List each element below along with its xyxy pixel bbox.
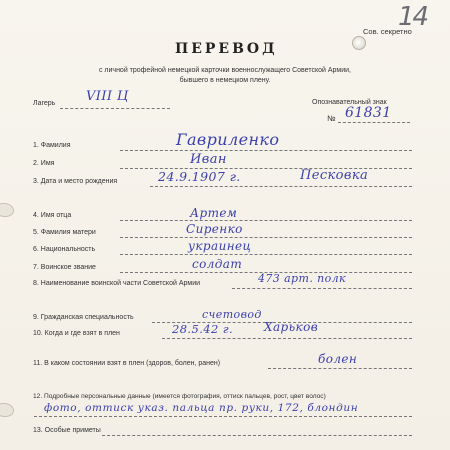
- field-nationality-line: [120, 254, 412, 255]
- field-birth-date-value: 24.9.1907 г.: [158, 169, 241, 184]
- field-birth-label: 3. Дата и место рождения: [33, 178, 118, 185]
- field-rank-value: солдат: [192, 257, 243, 271]
- subtitle-line-1: с личной трофейной немецкой карточки военнослужащего Советской Армии,: [98, 67, 352, 74]
- field-marks-label: 13. Особые приметы: [33, 427, 101, 434]
- field-personal-data-value: фото, оттиск указ. пальца пр. руки, 172, блондин: [44, 402, 359, 414]
- field-profession-label: 9. Гражданская специальность: [33, 314, 134, 321]
- field-name-value: Иван: [190, 152, 227, 167]
- id-number-prefix: №: [327, 114, 336, 123]
- field-father-label: 4. Имя отца: [33, 212, 72, 219]
- field-mother-label: 5. Фамилия матери: [33, 229, 96, 236]
- punch-hole-left-lower: [0, 403, 14, 417]
- field-unit-label: 8. Наименование воинской части Советской Армии: [33, 280, 201, 287]
- camp-label: Лагерь: [33, 100, 56, 107]
- field-father-line: [120, 220, 412, 221]
- field-father-value: Артем: [190, 206, 238, 220]
- field-birth-line: [150, 186, 412, 187]
- field-captured-label: 10. Когда и где взят в плен: [33, 330, 120, 337]
- field-name-label: 2. Имя: [33, 160, 55, 167]
- camp-line: [60, 108, 170, 109]
- field-condition-value: болен: [318, 352, 358, 366]
- field-captured-line: [162, 338, 412, 339]
- field-condition-label: 11. В каком состоянии взят в плен (здоров, болен, ранен): [33, 360, 221, 367]
- field-birth-place-value: Песковка: [300, 168, 369, 183]
- punch-hole-top: [352, 36, 366, 50]
- subtitle-line-2: бывшего в немецком плену.: [179, 77, 271, 84]
- field-surname-line: [120, 150, 412, 151]
- field-condition-line: [268, 368, 412, 369]
- field-personal-data-line: [34, 416, 412, 417]
- camp-value: VIII Ц: [86, 89, 129, 104]
- field-rank-label: 7. Воинское звание: [33, 264, 96, 271]
- id-sign-label: Опознавательный знак: [312, 99, 387, 106]
- id-number-value: 61831: [345, 105, 392, 121]
- field-mother-line: [120, 237, 412, 238]
- field-unit-value: 473 арт. полк: [258, 272, 346, 285]
- punch-hole-left-upper: [0, 203, 14, 217]
- field-marks-line: [102, 435, 412, 436]
- field-captured-date-value: 28.5.42 г.: [172, 322, 234, 336]
- field-surname-label: 1. Фамилия: [33, 142, 71, 149]
- field-unit-line: [232, 288, 412, 289]
- page-title: ПЕРЕВОД: [175, 41, 278, 57]
- field-mother-value: Сиренко: [186, 222, 243, 236]
- id-number-line: [338, 122, 410, 123]
- field-nationality-label: 6. Национальность: [33, 246, 96, 253]
- field-nationality-value: украинец: [188, 239, 252, 253]
- field-captured-place-value: Харьков: [264, 320, 319, 334]
- field-profession-value: счетовод: [202, 308, 262, 321]
- field-surname-value: Гавриленко: [176, 130, 280, 149]
- field-personal-data-label: 12. Подробные персональные данные (имеется фотография, оттиск пальцев, рост, цвет волос): [33, 393, 326, 400]
- page-number: 14: [398, 2, 428, 32]
- secret-label: Сов. секретно: [363, 27, 412, 36]
